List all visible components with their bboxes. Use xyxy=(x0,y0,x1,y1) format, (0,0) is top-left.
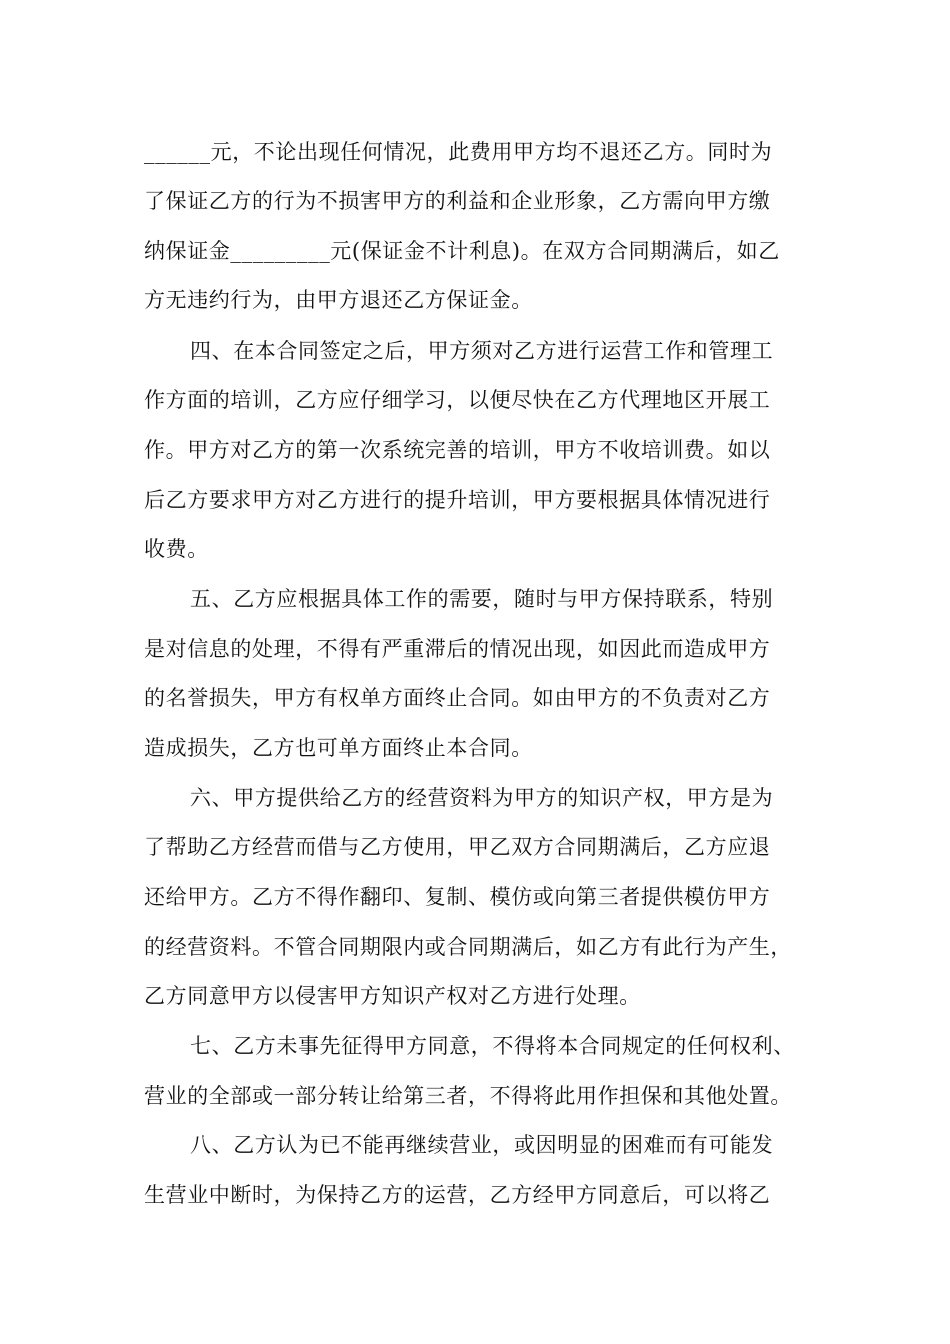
paragraph-eight-start: 八、乙方认为已不能再继续营业，或因明显的困难而有可能发 xyxy=(190,1133,774,1157)
paragraph-six-start: 六、甲方提供给乙方的经营资料为甲方的知识产权，甲方是为 xyxy=(190,786,774,810)
text-line: 还给甲方。乙方不得作翻印、复制、模仿或向第三者提供模仿甲方 xyxy=(144,885,771,909)
text-line: 的经营资料。不管合同期限内或合同期满后，如乙方有此行为产生， xyxy=(144,935,792,959)
text-line: 的名誉损失，甲方有权单方面终止合同。如由甲方的不负责对乙方 xyxy=(144,686,771,710)
paragraph-five-start: 五、乙方应根据具体工作的需要，随时与甲方保持联系，特别 xyxy=(190,587,774,611)
text-line: 作方面的培训，乙方应仔细学习，以便尽快在乙方代理地区开展工 xyxy=(144,388,771,412)
text-line: 造成损失，乙方也可单方面终止本合同。 xyxy=(144,736,533,760)
text-line: ______元，不论出现任何情况，此费用甲方均不退还乙方。同时为 xyxy=(144,140,773,164)
text-line: 纳保证金_________元(保证金不计利息)。在双方合同期满后，如乙 xyxy=(144,239,780,263)
text-line: 生营业中断时，为保持乙方的运营，乙方经甲方同意后，可以将乙 xyxy=(144,1183,771,1207)
text-line: 后乙方要求甲方对乙方进行的提升培训，甲方要根据具体情况进行 xyxy=(144,488,771,512)
text-line: 收费。 xyxy=(144,537,209,561)
text-line: 作。甲方对乙方的第一次系统完善的培训，甲方不收培训费。如以 xyxy=(144,438,771,462)
text-line: 是对信息的处理，不得有严重滞后的情况出现，如因此而造成甲方 xyxy=(144,637,771,661)
text-line: 了保证乙方的行为不损害甲方的利益和企业形象，乙方需向甲方缴 xyxy=(144,189,771,213)
paragraph-four-start: 四、在本合同签定之后，甲方须对乙方进行运营工作和管理工 xyxy=(190,339,774,363)
text-line: 营业的全部或一部分转让给第三者，不得将此用作担保和其他处置。 xyxy=(144,1084,792,1108)
text-line: 方无违约行为，由甲方退还乙方保证金。 xyxy=(144,288,533,312)
text-line: 了帮助乙方经营而借与乙方使用，甲乙双方合同期满后，乙方应退 xyxy=(144,835,771,859)
paragraph-seven-start: 七、乙方未事先征得甲方同意，不得将本合同规定的任何权利、 xyxy=(190,1034,795,1058)
text-line: 乙方同意甲方以侵害甲方知识产权对乙方进行处理。 xyxy=(144,984,641,1008)
